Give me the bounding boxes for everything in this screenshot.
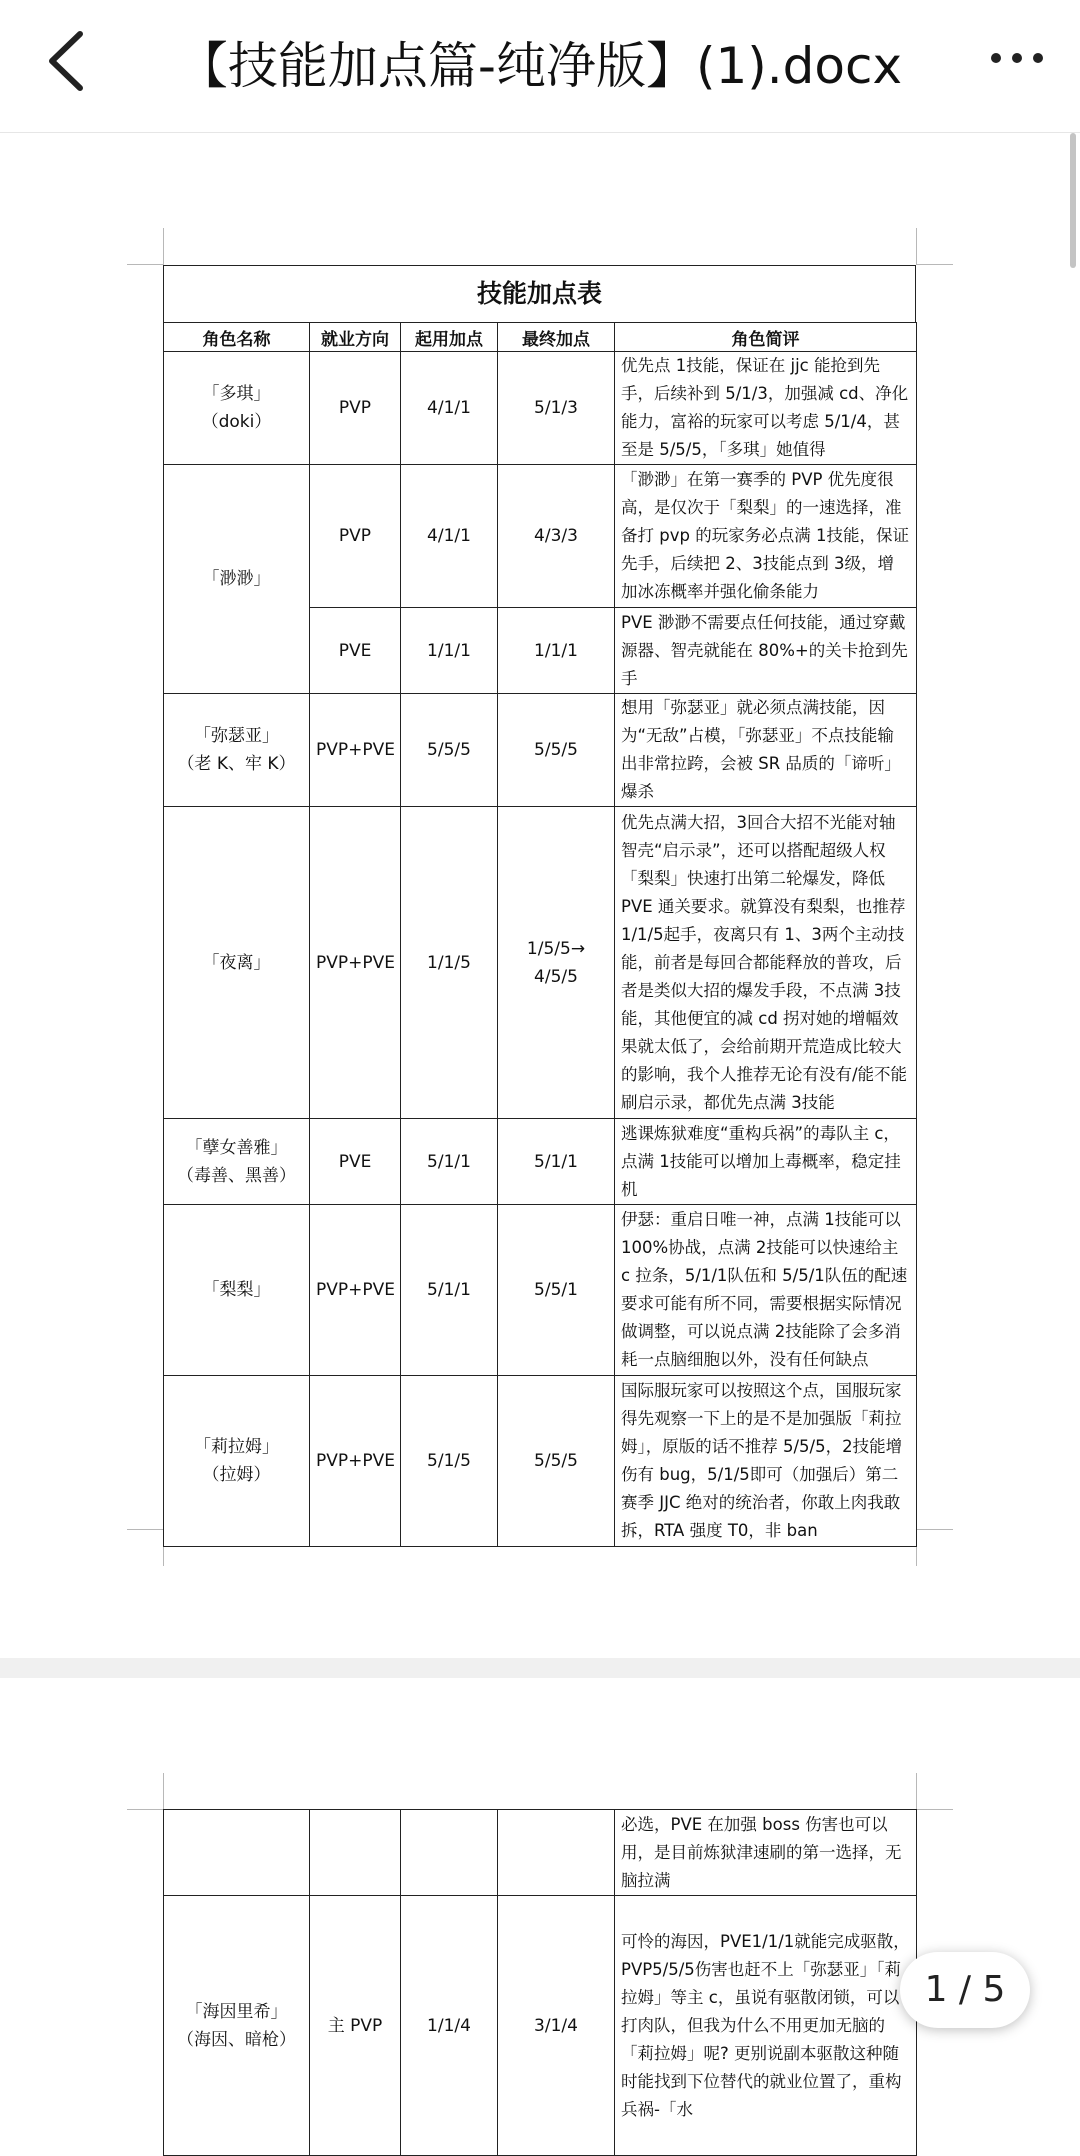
current-page: 1 <box>924 1969 948 2010</box>
page-2 <box>163 1809 916 2156</box>
col-header-direction: 就业方向 <box>310 323 401 352</box>
comment-cell: 必选，PVE 在加强 boss 伤害也可以用，是目前炼狱津速刷的第一选择，无脑拉满 <box>615 1810 917 1896</box>
final-points-cell: 5/5/5 <box>498 694 615 807</box>
start-points-cell: 1/1/1 <box>401 608 498 694</box>
final-points-cell: 5/1/1 <box>498 1119 615 1205</box>
direction-cell <box>310 1810 401 1896</box>
crop-mark-bottom-left <box>127 1529 164 1566</box>
character-alias: （海因、暗枪） <box>177 2029 296 2050</box>
table-title: 技能加点表 <box>163 265 916 322</box>
final-points-cell: 1/1/1 <box>498 608 615 694</box>
start-points-cell <box>401 1810 498 1896</box>
character-name: 「渺渺」 <box>202 569 271 589</box>
table-row <box>164 1205 917 1376</box>
table-row <box>164 1119 917 1205</box>
character-name-cell <box>164 1205 310 1376</box>
back-button[interactable] <box>38 26 108 96</box>
crop-mark-top-left <box>127 228 164 265</box>
direction-cell: PVE <box>310 1119 401 1205</box>
character-name-cell <box>164 1810 310 1896</box>
table-row <box>164 1896 917 2156</box>
direction-cell: PVE <box>310 608 401 694</box>
start-points-cell: 4/1/1 <box>401 352 498 465</box>
final-points-cell <box>498 1810 615 1896</box>
character-alias: （毒善、黑善） <box>177 1165 296 1186</box>
comment-cell: 「渺渺」在第一赛季的 PVP 优先度很高，是仅次于「梨梨」的一速选择，准备打 pvp 的玩家务必点满 1技能，保证先手，后续把 2、3技能点到 3级，增加冰冻概率并强化偷条能力 <box>615 465 917 608</box>
character-alias: （老 K、牢 K） <box>177 754 296 774</box>
col-header-name: 角色名称 <box>164 323 310 352</box>
character-name-cell <box>164 807 310 1119</box>
comment-cell: 伊瑟：重启日唯一神，点满 1技能可以 100%协战，点满 2技能可以快速给主 c 拉条，5/1/1队伍和 5/5/1队伍的配速要求可能有所不同，需要根据实际情况做调整，可以说点满 2技能除了会多消耗一点脑细胞以外，没有任何缺点 <box>615 1205 917 1376</box>
character-name-cell <box>164 694 310 807</box>
direction-cell: PVP+PVE <box>310 1376 401 1547</box>
comment-cell: PVE 渺渺不需要点任何技能，通过穿戴源器、智壳就能在 80%+的关卡抢到先手 <box>615 608 917 694</box>
final-points-cell: 5/5/1 <box>498 1205 615 1376</box>
start-points-cell: 5/1/1 <box>401 1205 498 1376</box>
character-name: 「多琪」 <box>202 384 271 404</box>
col-header-final: 最终加点 <box>498 323 615 352</box>
total-pages: 5 <box>982 1969 1006 2010</box>
skill-table <box>163 322 917 1547</box>
direction-cell: PVP+PVE <box>310 694 401 807</box>
table-row <box>164 694 917 807</box>
page-indicator <box>900 1952 1030 2028</box>
comment-cell: 想用「弥瑟亚」就必须点满技能，因为“无敌”占模，「弥瑟亚」不点技能输出非常拉跨，会被 SR 品质的「谛听」爆杀 <box>615 694 917 807</box>
character-name: 「夜离」 <box>202 952 271 973</box>
table-row <box>164 1810 917 1896</box>
start-points-cell: 5/1/5 <box>401 1376 498 1547</box>
table-row <box>164 465 917 608</box>
final-points-line-1: 1/5/5→ <box>526 938 586 959</box>
document-title: 【技能加点篇-纯净版】(1).docx <box>177 37 903 95</box>
crop-mark-bottom-right <box>916 1529 953 1566</box>
final-points-cell: 5/5/5 <box>498 1376 615 1547</box>
character-name-cell <box>164 352 310 465</box>
character-name: 「海因里希」 <box>185 2001 288 2022</box>
final-points-cell: 4/3/3 <box>498 465 615 608</box>
more-horizontal-icon <box>982 30 1052 90</box>
table-header-row <box>164 323 917 352</box>
document-viewer[interactable] <box>0 133 1080 2119</box>
chevron-left-icon <box>38 26 108 96</box>
direction-cell: PVP <box>310 352 401 465</box>
page-separator <box>0 1658 1080 1678</box>
table-row <box>164 1376 917 1547</box>
app-header <box>0 0 1080 133</box>
character-name-cell <box>164 1376 310 1547</box>
col-header-start: 起用加点 <box>401 323 498 352</box>
final-points-line-2: 4/5/5 <box>534 966 578 987</box>
table-row <box>164 352 917 465</box>
final-points-cell <box>498 807 615 1119</box>
start-points-cell: 1/1/5 <box>401 807 498 1119</box>
final-points-cell: 3/1/4 <box>498 1896 615 2156</box>
table-row <box>164 807 917 1119</box>
comment-cell: 可怜的海因，PVE1/1/1就能完成驱散，PVP5/5/5伤害也赶不上「弥瑟亚」「莉拉姆」等主 c，虽说有驱散闭锁，可以打肉队，但我为什么不用更加无脑的「莉拉姆」呢? 更别说副本驱散这种随时能找到下位替代的就业位置了，重构兵祸-「水 <box>615 1896 917 2156</box>
start-points-cell: 5/5/5 <box>401 694 498 807</box>
skill-table-continued <box>163 1809 917 2156</box>
comment-cell: 逃课炼狱难度“重构兵祸”的毒队主 c，点满 1技能可以增加上毒概率，稳定挂机 <box>615 1119 917 1205</box>
character-name-cell <box>164 1119 310 1205</box>
crop-mark-top-left <box>127 1773 164 1810</box>
crop-mark-top-right <box>916 228 953 265</box>
comment-cell: 国际服玩家可以按照这个点，国服玩家得先观察一下上的是不是加强版「莉拉姆」，原版的话不推荐 5/5/5，2技能增伤有 bug，5/1/5即可（加强后）第二赛季 JJC 绝对的统治者，你敢上肉我敢拆，RTA 强度 T0，非 ban <box>615 1376 917 1547</box>
start-points-cell: 1/1/4 <box>401 1896 498 2156</box>
page-1 <box>163 265 916 1547</box>
character-alias: （拉姆） <box>202 1465 271 1485</box>
start-points-cell: 4/1/1 <box>401 465 498 608</box>
character-name: 「弥瑟亚」 <box>194 726 279 746</box>
scrollbar-thumb[interactable] <box>1070 133 1076 268</box>
character-name-cell <box>164 465 310 694</box>
character-name: 「莉拉姆」 <box>194 1437 279 1457</box>
character-name: 「梨梨」 <box>202 1280 271 1300</box>
direction-cell: 主 PVP <box>310 1896 401 2156</box>
character-name-cell <box>164 1896 310 2156</box>
page-separator-slash: / <box>958 1969 972 2010</box>
direction-cell: PVP+PVE <box>310 807 401 1119</box>
direction-cell: PVP+PVE <box>310 1205 401 1376</box>
character-alias: （doki） <box>201 412 272 432</box>
comment-cell: 优先点满大招，3回合大招不光能对轴智壳“启示录”，还可以搭配超级人权「梨梨」快速打出第二轮爆发，降低 PVE 通关要求。就算没有梨梨，也推荐 1/1/5起手，夜离只有 1、3两个主动技能，前者是每回合都能释放的普攻，后者是类似大招的爆发手段，不点满 3技能，其他便宜的减 cd 拐对她的增幅效果就太低了，会给前期开荒造成比较大的影响，我个人推荐无论有没有/能不能刷启示录，都优先点满 3技能 <box>615 807 917 1119</box>
start-points-cell: 5/1/1 <box>401 1119 498 1205</box>
character-name: 「孽女善雅」 <box>185 1137 288 1158</box>
comment-cell: 优先点 1技能，保证在 jjc 能抢到先手，后续补到 5/1/3，加强减 cd、净化能力，富裕的玩家可以考虑 5/1/4，甚至是 5/5/5，「多琪」她值得 <box>615 352 917 465</box>
col-header-comment: 角色简评 <box>615 323 917 352</box>
direction-cell: PVP <box>310 465 401 608</box>
more-button[interactable] <box>982 30 1052 90</box>
final-points-cell: 5/1/3 <box>498 352 615 465</box>
crop-mark-top-right <box>916 1773 953 1810</box>
